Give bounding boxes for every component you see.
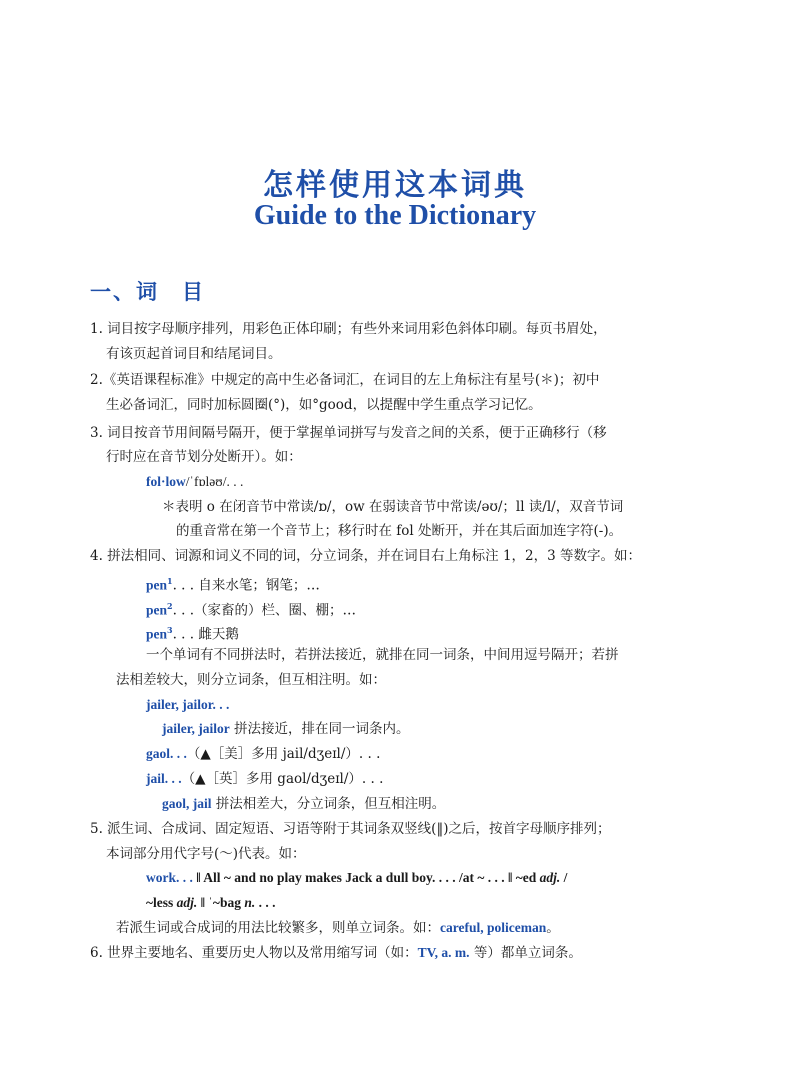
example-pen-1 [146, 571, 320, 596]
work-compound-bag: ‖ ˈ~bag [197, 895, 245, 910]
homograph-number-2: 2 [167, 601, 173, 611]
headword-work: work. . . [146, 870, 193, 885]
note-jailer-text: 拼法接近，排在同一词条内。 [229, 721, 410, 737]
example-careful-policeman: careful, policeman [440, 920, 547, 935]
item-6-line-1 [90, 943, 582, 963]
work-separator: / [560, 870, 568, 885]
pronunciation-follow: /ˈfɒləʊ/. . . [185, 474, 244, 489]
headword-pen-2: pen [146, 602, 168, 618]
definition-pen-2: . . .（家畜的）栏、圈、棚；… [172, 602, 357, 619]
item-4-line-2: 一个单词有不同拼法时，若拼法接近，就排在同一词条，中间用逗号隔开；若拼 [146, 647, 619, 663]
section-heading: 一、词 目 [90, 279, 205, 304]
item-5-line-1: 5. 派生词、合成词、固定短语、习语等附于其词条双竖线(‖)之后，按首字母顺序排列； [90, 821, 611, 837]
example-follow [146, 472, 243, 492]
homograph-number-1: 1 [167, 576, 173, 586]
page-title-chinese: 怎样使用这本词典 [263, 168, 527, 203]
item-3-note-line-2: 的重音常在第一个音节上；移行时在 fol 处断开，并在其后面加连字符(-)。 [176, 523, 623, 539]
headword-jailer: jailer, jailor. . . [146, 697, 230, 712]
example-pen-3 [146, 620, 239, 645]
note-gaol-jail-headwords: gaol, jail [162, 796, 212, 811]
definition-gaol: （▲［美］多用 jail/dʒeɪl/）. . . [186, 746, 381, 762]
work-bag-pos: n. [244, 895, 256, 910]
item-6-text: 6. 世界主要地名、重要历史人物以及常用缩写词（如： [90, 945, 418, 961]
headword-pen-3: pen [146, 626, 168, 642]
page-title-english: Guide to the Dictionary [253, 200, 537, 231]
item-1-line-2: 有该页起首词目和结尾词目。 [106, 346, 282, 362]
work-derivative-less: ~less [146, 895, 177, 910]
headword-jail: jail. . . [146, 771, 182, 786]
headword-gaol: gaol. . . [146, 746, 187, 761]
item-4-line-1: 4. 拼法相同、词源和词义不同的词，分立词条，并在词目右上角标注 1，2，3 等数字。如： [90, 548, 642, 564]
example-work-line-1 [146, 868, 567, 888]
item-4-line-3: 法相差较大，则分立词条，但互相注明。如： [116, 672, 386, 688]
work-pos-adj: adj. [539, 870, 561, 885]
definition-pen-3: . . . 雌天鹅 [172, 626, 239, 643]
item-2-line-1: 2.《英语课程标准》中规定的高中生必备词汇，在词目的左上角标注有星号(＊)；初中 [90, 372, 600, 388]
item-5-line-2: 本词部分用代字号(～)代表。如： [106, 846, 306, 862]
headword-follow: fol·low [146, 474, 186, 489]
item-5-line-3-end: 。 [546, 920, 560, 936]
note-jailer [162, 719, 410, 739]
example-jailer [146, 695, 229, 715]
example-jail [146, 769, 383, 789]
work-ellipsis: . . . [255, 895, 276, 910]
note-gaol-jail-text: 拼法相差大，分立词条，但互相注明。 [211, 796, 446, 812]
item-1-line-1: 1. 词目按字母顺序排列，用彩色正体印刷；有些外来词用彩色斜体印刷。每页书眉处， [90, 321, 607, 337]
item-2-line-2: 生必备词汇，同时加标圆圈(°)，如°good，以提醒中学生重点学习记忆。 [106, 397, 542, 413]
item-3-line-2: 行时应在音节划分处断开）。如： [106, 449, 302, 465]
item-5-line-3-text: 若派生词或合成词的用法比较繁多，则单立词条。如： [116, 920, 440, 936]
item-5-line-3 [116, 918, 560, 938]
note-gaol-jail [162, 794, 445, 814]
work-less-pos: adj. [176, 895, 198, 910]
item-6-end: 等）都单立词条。 [469, 945, 582, 961]
definition-jail: （▲［英］多用 gaol/dʒeɪl/）. . . [181, 771, 384, 787]
item-3-note-line-1: ＊表明 o 在闭音节中常读/ɒ/，ow 在弱读音节中常读/əʊ/；ll 读/l/，双音节词 [162, 499, 624, 515]
homograph-number-3: 3 [167, 625, 173, 635]
definition-pen-1: . . . 自来水笔；钢笔；… [172, 577, 320, 594]
note-jailer-headwords: jailer, jailor [162, 721, 230, 736]
item-3-line-1: 3. 词目按音节用间隔号隔开，便于掌握单词拼写与发音之间的关系，便于正确移行（移 [90, 425, 607, 441]
example-work-line-2 [146, 893, 275, 913]
headword-pen-1: pen [146, 577, 168, 593]
example-tv-am: TV, a. m. [417, 945, 470, 960]
work-idioms: ‖ All ~ and no play makes Jack a dull boy. . . . /at ~ . . . ‖ ~ed [192, 870, 540, 885]
example-gaol [146, 744, 380, 764]
example-pen-2 [146, 596, 356, 621]
